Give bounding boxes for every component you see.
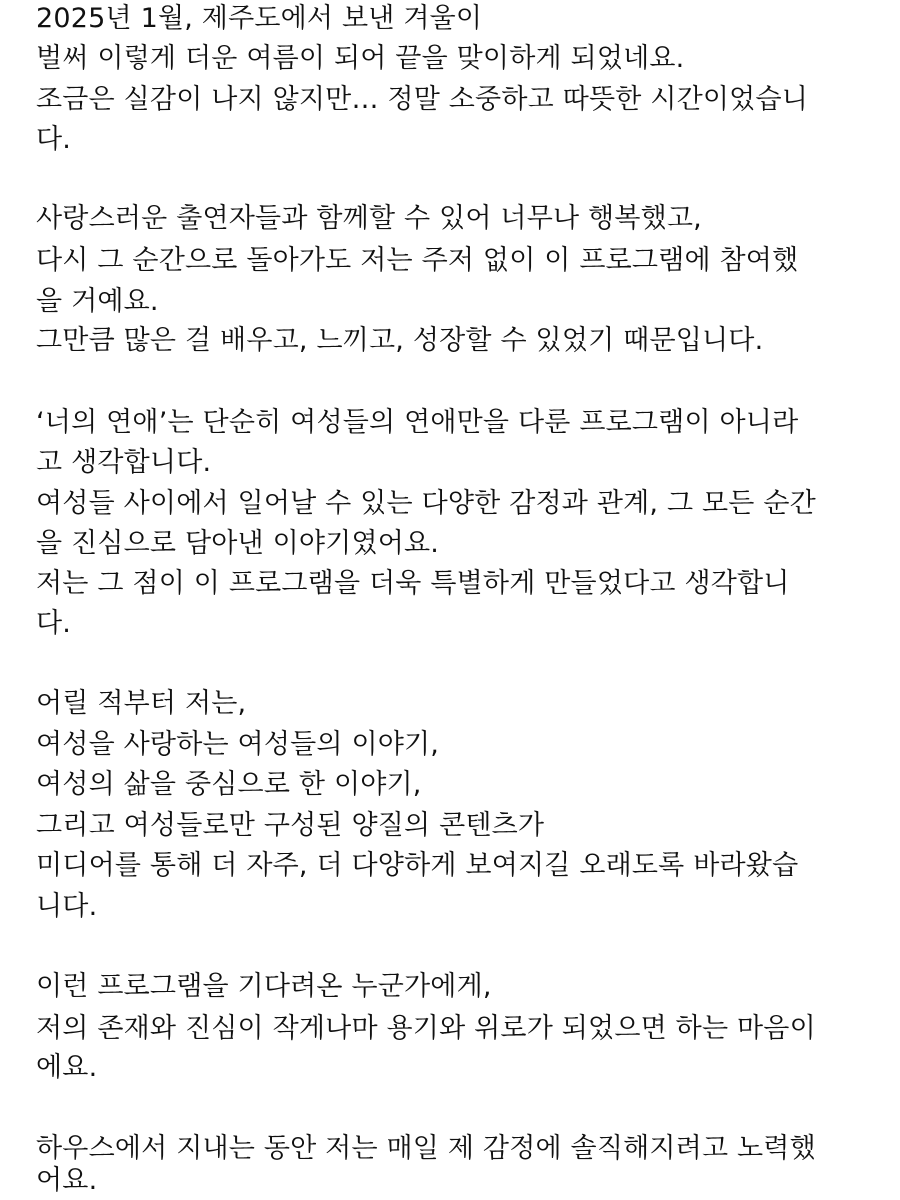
text-line: 을 거예요. [36, 286, 159, 317]
text-line: 다. [36, 124, 72, 155]
text-line: ‘너의 연애’는 단순히 여성들의 연애만을 다룬 프로그램이 아니라 [36, 407, 799, 438]
text-line: 조금은 실감이 나지 않지만… 정말 소중하고 따뜻한 시간이었습니 [36, 84, 809, 115]
text-line: 다. [36, 608, 72, 639]
text-line: 에요. [36, 1052, 98, 1083]
text-line: 사랑스러운 출연자들과 함께할 수 있어 너무나 행복했고, [36, 203, 702, 234]
text-line: 그만큼 많은 걸 배우고, 느끼고, 성장할 수 있었기 때문입니다. [36, 325, 764, 356]
text-line: 니다. [36, 891, 98, 922]
text-line: 어릴 적부터 저는, [36, 688, 247, 719]
text-line: 2025년 1월, 제주도에서 보낸 겨울이 [36, 3, 483, 34]
text-line: 저의 존재와 진심이 작게나마 용기와 위로가 되었으면 하는 마음이 [36, 1013, 816, 1044]
text-line: 그리고 여성들로만 구성된 양질의 콘텐츠가 [36, 810, 545, 841]
text-line: 여성들 사이에서 일어날 수 있는 다양한 감정과 관계, 그 모든 순간 [36, 488, 816, 519]
text-line: 을 진심으로 담아낸 이야기였어요. [36, 528, 440, 559]
text-line: 이런 프로그램을 기다려온 누군가에게, [36, 971, 492, 1002]
text-line: 미디어를 통해 더 자주, 더 다양하게 보여지길 오래도록 바라왔습 [36, 850, 799, 881]
text-line: 여성의 삶을 중심으로 한 이야기, [36, 769, 422, 800]
text-line: 벌써 이렇게 더운 여름이 되어 끝을 맞이하게 되었네요. [36, 43, 685, 74]
text-line: 하우스에서 지내는 동안 저는 매일 제 감정에 솔직해지려고 노력했 [36, 1133, 816, 1164]
text-line: 여성을 사랑하는 여성들의 이야기, [36, 729, 440, 760]
text-line: 고 생각합니다. [36, 447, 212, 478]
text-line: 어요. [36, 1165, 98, 1196]
text-line: 저는 그 점이 이 프로그램을 더욱 특별하게 만들었다고 생각합니 [36, 568, 790, 599]
text-line: 다시 그 순간으로 돌아가도 저는 주저 없이 이 프로그램에 참여했 [36, 245, 799, 276]
